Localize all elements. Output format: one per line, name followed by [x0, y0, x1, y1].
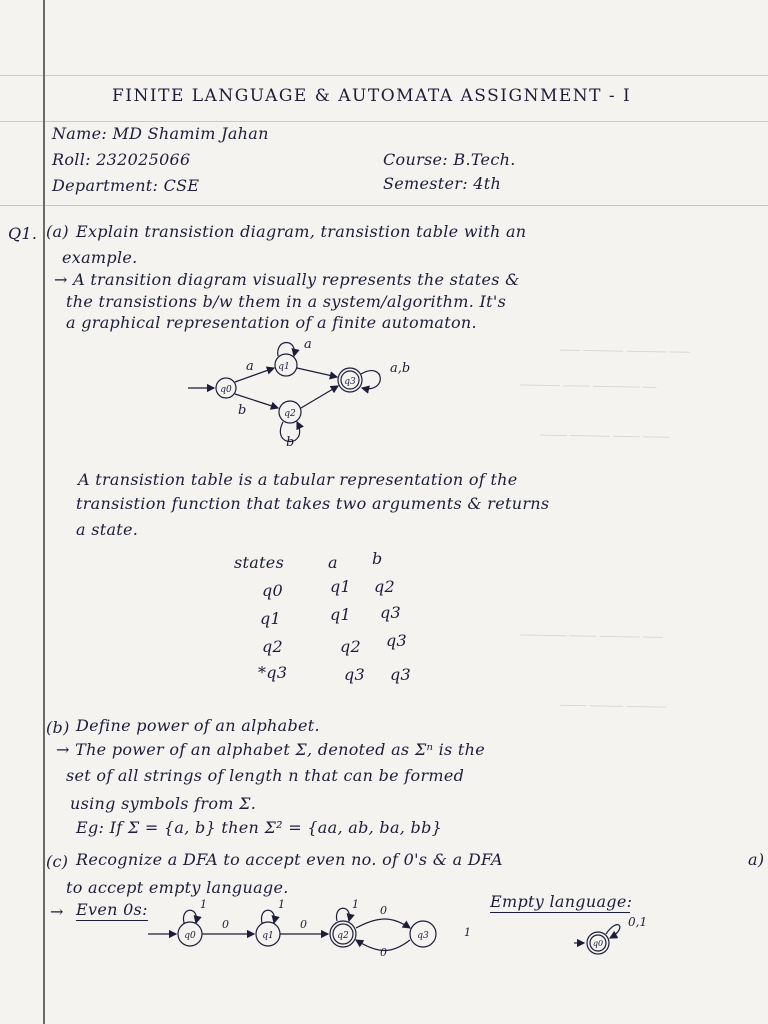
part-b-answer-line: using symbols from Σ.	[70, 794, 257, 813]
state-label-q0: q0	[184, 931, 196, 941]
edge-label: a,b	[390, 361, 411, 376]
edge-label: b	[238, 403, 247, 418]
table-cell: q2	[262, 637, 284, 656]
table-header: states	[234, 553, 285, 572]
table-cell: q3	[386, 631, 408, 650]
margin-line	[43, 0, 45, 1024]
table-cell: q3	[380, 603, 402, 622]
part-c-question-line: to accept empty language.	[66, 878, 289, 897]
edge-label: 1	[464, 926, 471, 939]
part-a-question-line: Explain transistion diagram, transistion table with an	[76, 222, 527, 241]
question-number: Q1.	[8, 224, 38, 243]
edge-label: 0	[380, 946, 387, 958]
even-zeros-label: Even 0s:	[76, 900, 148, 919]
state-label-q3: q3	[344, 377, 356, 387]
self-loop-q1	[261, 910, 274, 923]
edge-q2-q3	[356, 919, 410, 928]
even-zeros-underline	[76, 920, 148, 921]
state-label-q3: q3	[417, 931, 429, 941]
ruled-line	[0, 75, 768, 76]
table-cell: q3	[344, 665, 366, 684]
answer-arrow: →	[50, 902, 64, 921]
table-cell: q0	[262, 581, 284, 600]
roll-number: Roll: 232025066	[52, 150, 191, 169]
state-label-q0: q0	[592, 939, 604, 948]
course: Course: B.Tech.	[383, 150, 516, 169]
bleed-through-text: ──── ───── ──────	[559, 699, 667, 714]
bleed-through-text: ──── ────── ──── ────	[539, 428, 670, 445]
edge-q2-q3	[301, 386, 338, 408]
edge-label: 0	[380, 904, 387, 917]
ruled-line	[0, 121, 768, 122]
table-cell: q1	[260, 609, 282, 628]
state-label-q2: q2	[284, 409, 296, 419]
table-cell: q3	[390, 665, 412, 684]
edge-label: 0,1	[628, 915, 648, 929]
bleed-through-text: ────── ──── ─────── ──	[519, 378, 657, 395]
self-loop-q0	[183, 910, 196, 923]
table-text-line: transistion function that takes two arguments & returns	[76, 494, 550, 513]
table-text-line: a state.	[76, 520, 139, 539]
part-b-answer-line: set of all strings of length n that can be formed	[66, 766, 465, 785]
part-b-marker: (b)	[46, 718, 70, 737]
student-name: Name: MD Shamim Jahan	[52, 124, 269, 143]
bleed-through-text: ─────── ──── ────── ───	[519, 628, 664, 645]
transition-diagram	[180, 330, 440, 450]
self-loop-q2	[336, 908, 349, 921]
part-b-question: Define power of an alphabet.	[76, 716, 320, 735]
even-zeros-dfa	[140, 898, 490, 958]
edge-label: a	[246, 359, 254, 374]
edge-label: 0	[300, 918, 307, 931]
table-header: b	[372, 549, 383, 568]
part-b-example: Eg: If Σ = {a, b} then Σ² = {aa, ab, ba, bb}	[76, 818, 443, 837]
semester: Semester: 4th	[383, 174, 502, 193]
part-a-answer-line: a graphical representation of a finite automaton.	[66, 313, 477, 332]
ruled-line	[0, 205, 768, 206]
part-a-answer-line: the transistions b/w them in a system/algorithm. It's	[66, 292, 507, 311]
edge-label: 1	[352, 898, 359, 911]
table-cell: q1	[330, 605, 352, 624]
bleed-through-text: ─── ────── ────── ───	[559, 343, 690, 360]
state-label-q1: q1	[262, 931, 274, 941]
table-cell: q2	[374, 577, 396, 596]
self-loop-q0	[606, 925, 620, 938]
edge-label: 1	[278, 898, 285, 911]
assignment-title: FINITE LANGUAGE & AUTOMATA ASSIGNMENT - I	[112, 86, 632, 106]
table-cell: *q3	[258, 663, 288, 682]
table-text-line: A transistion table is a tabular representation of the	[78, 470, 518, 489]
part-a-answer-line: → A transition diagram visually represents the states &	[54, 270, 520, 289]
state-label-q0: q0	[220, 385, 232, 395]
edge-q1-q3	[297, 368, 337, 377]
department: Department: CSE	[52, 176, 200, 195]
table-cell: q2	[340, 637, 362, 656]
state-label-q1: q1	[278, 362, 290, 372]
margin-note: a)	[748, 850, 765, 869]
part-a-question-line: example.	[62, 248, 138, 267]
empty-language-dfa	[570, 910, 670, 960]
edge-label: 0	[222, 918, 229, 931]
table-header: a	[328, 553, 338, 572]
edge-label: 1	[200, 898, 207, 911]
edge-label: a	[304, 337, 312, 352]
part-c-question-line: Recognize a DFA to accept even no. of 0's & a DFA	[76, 850, 503, 869]
state-label-q2: q2	[337, 931, 349, 941]
part-c-marker: (c)	[46, 852, 69, 871]
table-cell: q1	[330, 577, 352, 596]
edge-q0-q1	[235, 368, 274, 382]
self-loop-q3	[361, 371, 380, 389]
part-b-answer-line: → The power of an alphabet Σ, denoted as Σⁿ is the	[56, 740, 486, 759]
edge-label: b	[286, 435, 295, 450]
part-a-marker: (a)	[46, 222, 69, 241]
empty-language-label: Empty language:	[490, 892, 633, 911]
